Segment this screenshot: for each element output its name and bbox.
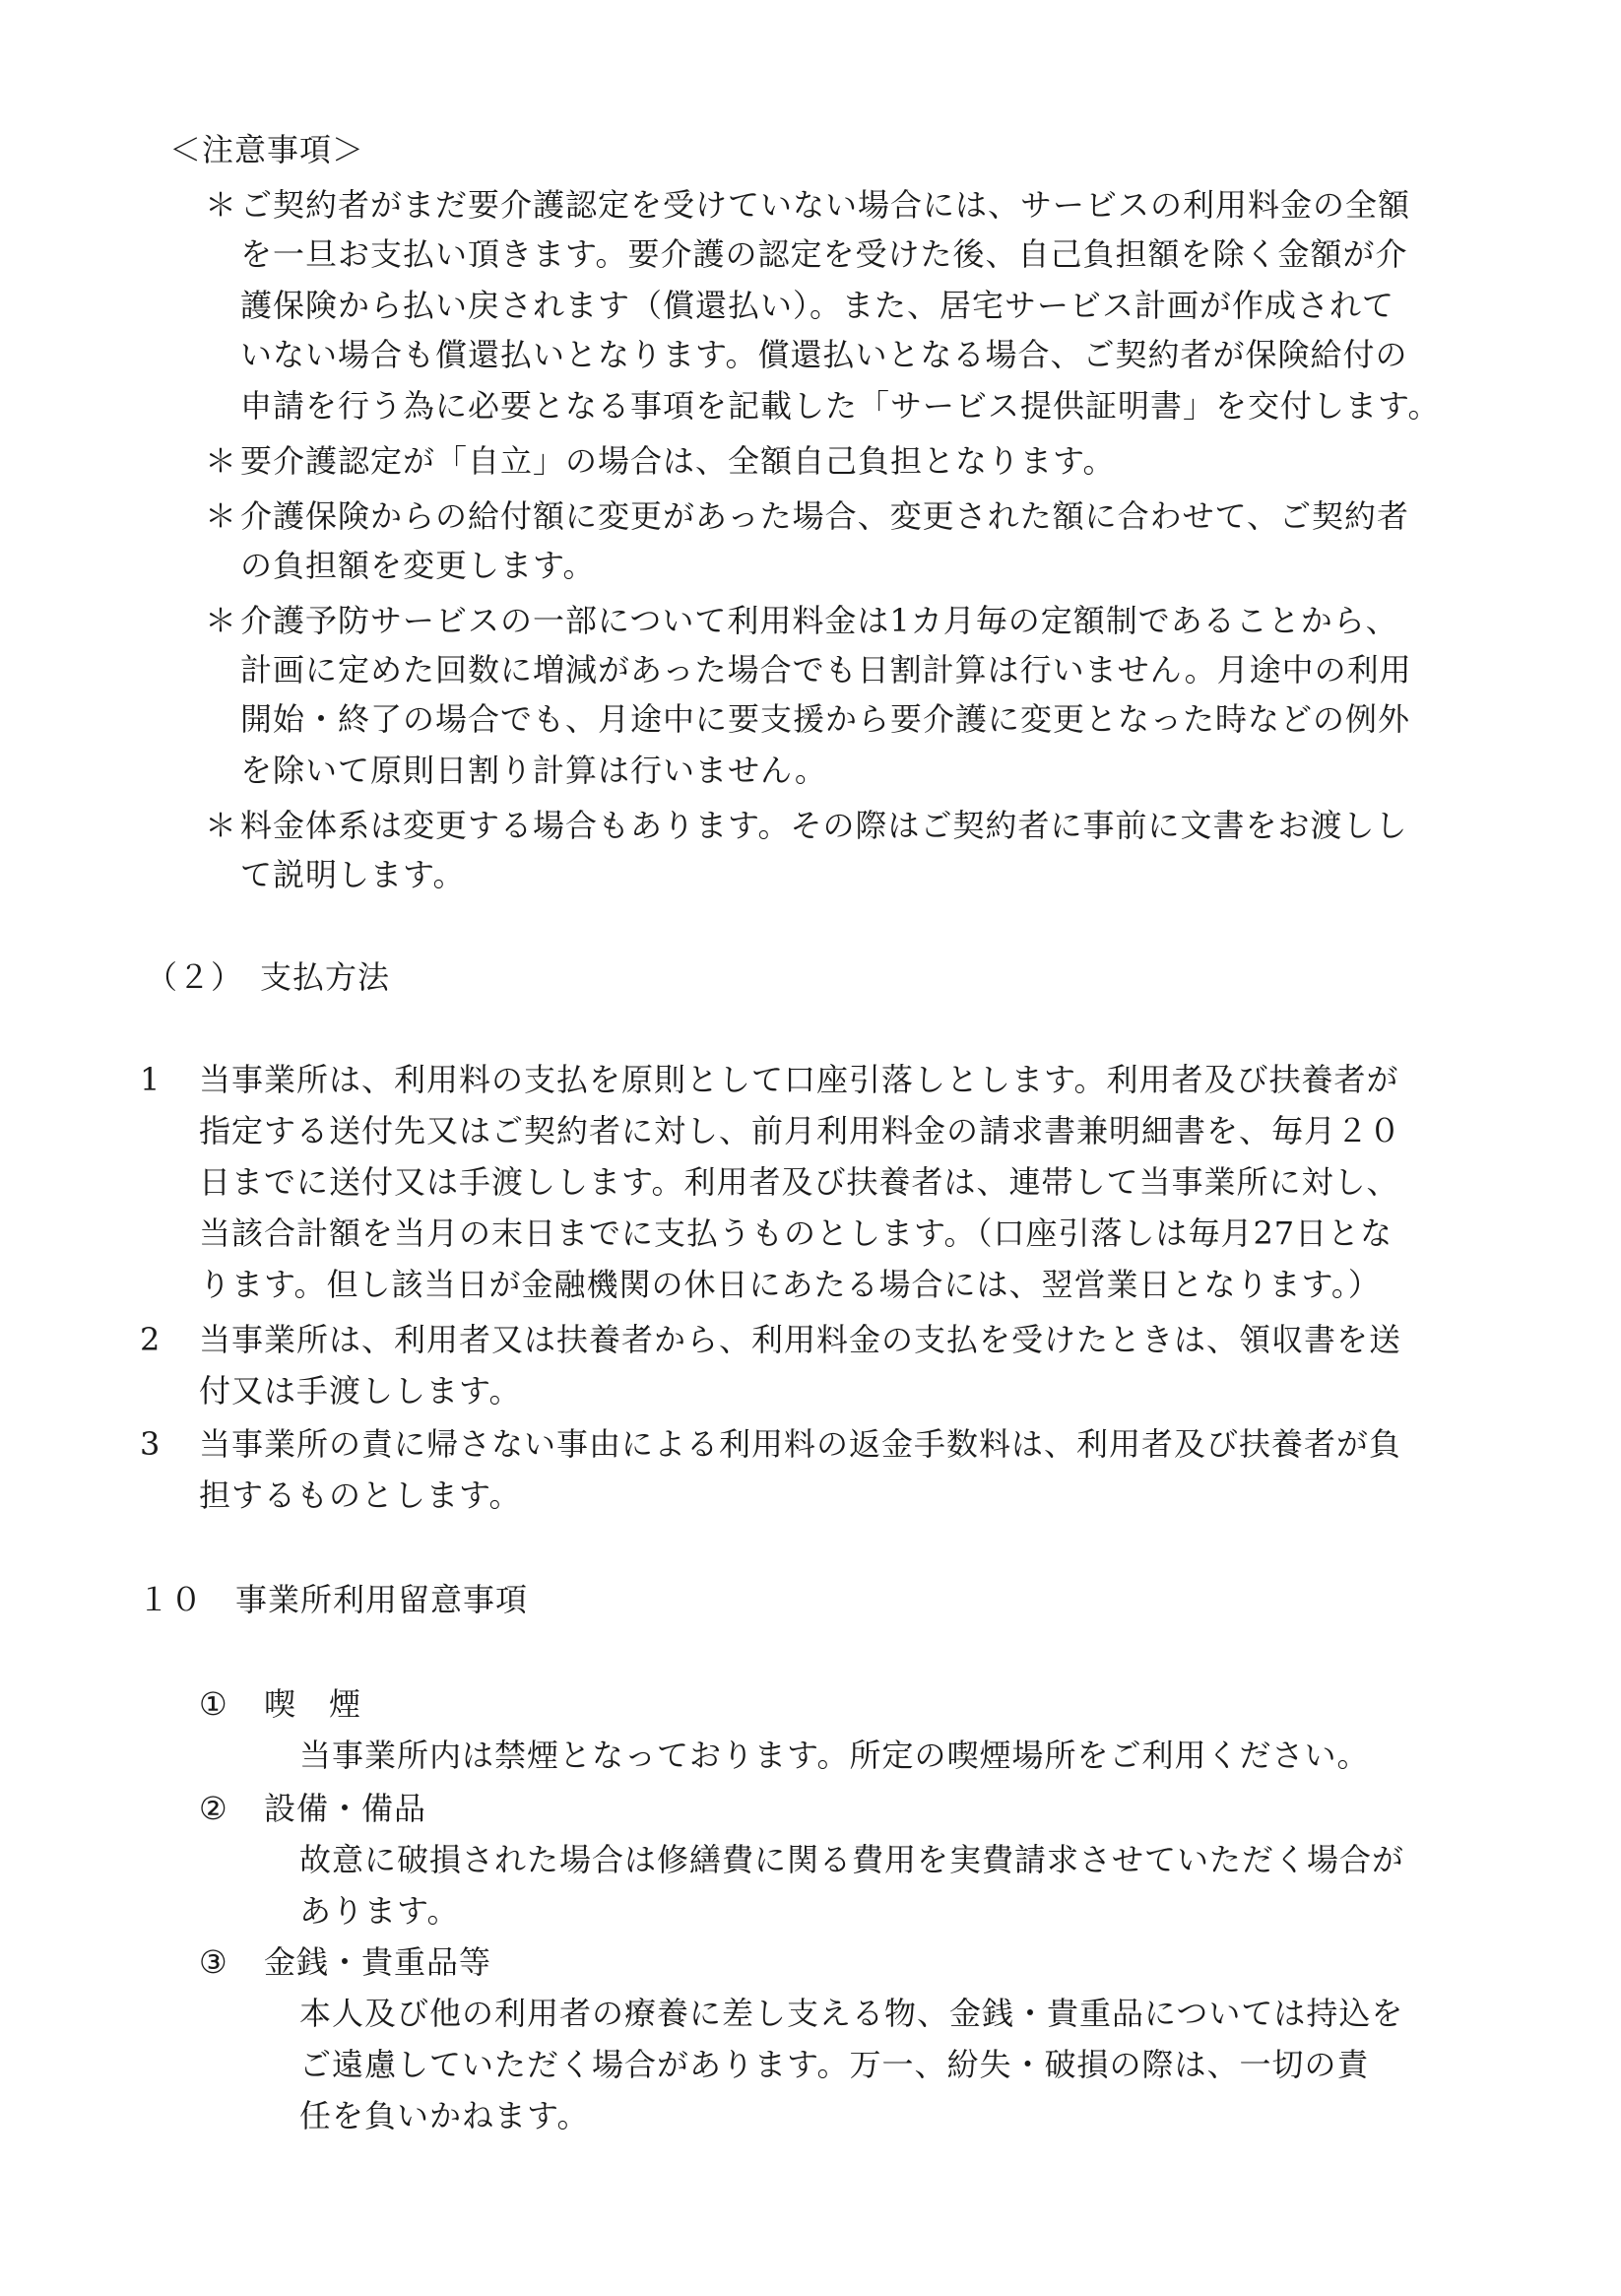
note-1-line-5: 申請を行う為に必要となる事項を記載した「サービス提供証明書」を交付します。 — [240, 387, 1441, 425]
payment-2-line-1: 当事業所は、利用者又は扶養者から、利用料金の支払を受けたときは、領収書を送 — [199, 1321, 1402, 1358]
facility-3-line-3: 任を負いかねます。 — [299, 2097, 590, 2134]
note-4-marker: ＊ — [205, 602, 237, 639]
payment-3-number: 3 — [140, 1425, 161, 1463]
note-5-line-2: て説明します。 — [240, 856, 466, 893]
payment-1-line-2: 指定する送付先又はご契約者に対し、前月利用料金の請求書兼明細書を、毎月２０ — [199, 1112, 1402, 1149]
note-3-line-1: 介護保険からの給付額に変更があった場合、変更された額に合わせて、ご契約者 — [240, 497, 1410, 535]
note-1-line-1: ご契約者がまだ要介護認定を受けていない場合には、サービスの利用料金の全額 — [240, 186, 1411, 224]
note-3-marker: ＊ — [205, 497, 237, 535]
facility-3-title: 金銭・貴重品等 — [264, 1943, 492, 1981]
note-3-line-2: の負担額を変更します。 — [240, 547, 596, 584]
note-1-line-4: いない場合も償還払いとなります。償還払いとなる場合、ご契約者が保険給付の — [240, 336, 1408, 373]
payment-1-line-4: 当該合計額を当月の末日までに支払うものとします。（口座引落しは毎月27日とな — [199, 1214, 1394, 1252]
facility-2-title: 設備・備品 — [264, 1790, 427, 1827]
note-1-line-2: を一旦お支払い頂きます。要介護の認定を受けた後、自己負担額を除く金額が介 — [240, 235, 1408, 273]
payment-heading: （２） 支払方法 — [146, 958, 391, 996]
facility-2-marker: ② — [199, 1790, 227, 1827]
note-2-marker: ＊ — [205, 442, 237, 480]
note-2-line-1: 要介護認定が「自立」の場合は、全額自己負担となります。 — [240, 442, 1116, 480]
facility-3-line-2: ご遠慮していただく場合があります。万一、紛失・破損の際は、一切の責 — [299, 2046, 1370, 2083]
facility-1-title: 喫 煙 — [264, 1685, 362, 1723]
facility-3-line-1: 本人及び他の利用者の療養に差し支える物、金銭・貴重品については持込を — [299, 1995, 1404, 2032]
facility-1-line-1: 当事業所内は禁煙となっております。所定の喫煙場所をご利用ください。 — [299, 1737, 1370, 1774]
note-4-line-2: 計画に定めた回数に増減があった場合でも日割計算は行いません。月途中の利用 — [240, 651, 1412, 689]
facility-2-line-2: あります。 — [299, 1892, 460, 1930]
facility-3-marker: ③ — [199, 1943, 227, 1981]
facility-1-marker: ① — [199, 1685, 227, 1723]
payment-2-line-2: 付又は手渡しします。 — [199, 1372, 522, 1410]
payment-1-number: 1 — [140, 1061, 161, 1098]
facility-2-line-1: 故意に破損された場合は修繕費に関る費用を実費請求させていただく場合が — [299, 1841, 1405, 1878]
note-5-marker: ＊ — [205, 807, 237, 844]
note-5-line-1: 料金体系は変更する場合もあります。その際はご契約者に事前に文書をお渡しし — [240, 807, 1408, 844]
note-4-line-3: 開始・終了の場合でも、月途中に要支援から要介護に変更となった時などの例外 — [240, 700, 1411, 738]
payment-1-line-5: ります。但し該当日が金融機関の休日にあたる場合には、翌営業日となります。） — [199, 1266, 1381, 1303]
note-4-line-1: 介護予防サービスの一部について利用料金は1カ月毎の定額制であることから、 — [240, 602, 1398, 639]
payment-2-number: 2 — [140, 1321, 161, 1358]
payment-1-line-3: 日までに送付又は手渡しします。利用者及び扶養者は、連帯して当事業所に対し、 — [199, 1163, 1399, 1201]
note-1-line-3: 護保険から払い戻されます（償還払い）。また、居宅サービス計画が作成されて — [240, 287, 1395, 324]
payment-3-line-1: 当事業所の責に帰さない事由による利用料の返金手数料は、利用者及び扶養者が負 — [199, 1425, 1402, 1463]
note-1-marker: ＊ — [205, 186, 237, 224]
notes-heading: ＜注意事項＞ — [169, 131, 365, 168]
facility-heading: １０ 事業所利用留意事項 — [138, 1581, 529, 1618]
payment-3-line-2: 担するものとします。 — [199, 1476, 522, 1514]
payment-1-line-1: 当事業所は、利用料の支払を原則として口座引落しとします。利用者及び扶養者が — [199, 1061, 1399, 1098]
note-4-line-4: を除いて原則日割り計算は行いません。 — [240, 752, 827, 789]
